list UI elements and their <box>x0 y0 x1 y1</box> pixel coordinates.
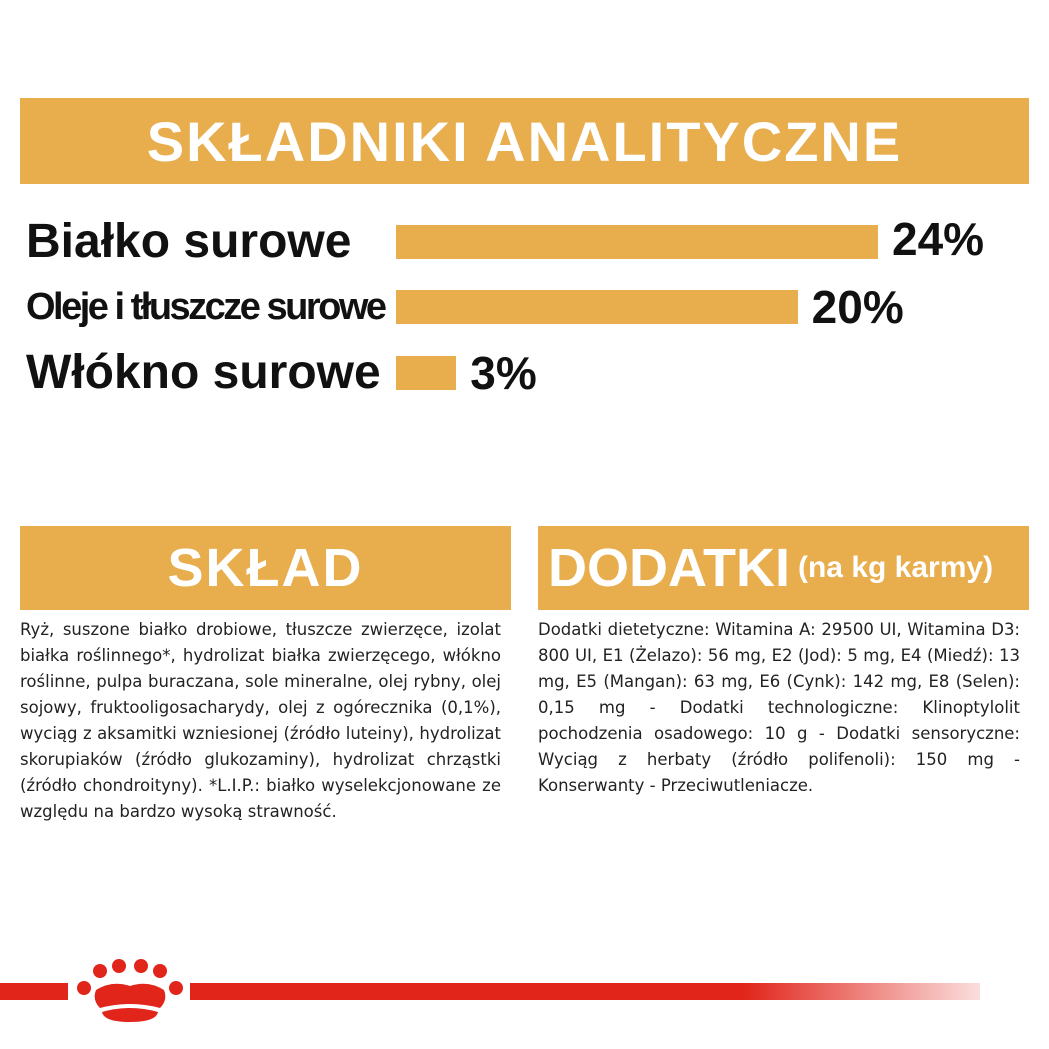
dodatki-banner <box>538 526 1029 610</box>
row-bar <box>396 356 456 390</box>
row-value: 3% <box>470 347 537 399</box>
crown-logo-icon <box>72 958 188 1028</box>
footer-line-left <box>0 983 68 1000</box>
sklad-text: Ryż, suszone białko drobiowe, tłuszcze zwierzęce, izolat białka roślinnego*, hydrolizat białka zwierzęcego, włókno roślinne, pulpa buraczana, sole mineralne, olej rybny, olej sojowy, fruktooligosacharydy, olej z ogórecznika (0,1%), wyciąg z aksamitki wzniesionej (źródło luteiny), hydrolizat skorupiaków (źródło glukozaminy), hydrolizat chrząstki (źródło chondroityny). *L.I.P.: białko wyselekcjonowane ze względu na bardzo wysoką strawność. <box>20 620 501 821</box>
dodatki-title: DODATKI <box>548 538 790 598</box>
dodatki-subtitle: (na kg karmy) <box>797 551 994 584</box>
row-bar <box>396 225 878 259</box>
row-bar <box>396 290 798 324</box>
row-label: Oleje i tłuszcze surowe <box>26 286 385 328</box>
dodatki-text: Dodatki dietetyczne: Witamina A: 29500 UI, Witamina D3: 800 UI, E1 (Żelazo): 56 mg, E2 (Jod): 5 mg, E4 (Miedź): 13 mg, E5 (Mangan): 63 mg, E6 (Cynk): 142 mg, E8 (Selen): 0,15 mg - Dodatki technologiczne: Klinoptylolit pochodzenia osadowego: 10 g - Dodatki sensoryczne: Wyciąg z herbaty (źródło polifenoli): 150 mg - Konserwanty - Przeciwutleniacze. <box>538 620 1020 795</box>
analytic-banner <box>20 98 1029 184</box>
row-label: Białko surowe <box>26 215 352 268</box>
footer-line-right <box>190 983 980 1000</box>
row-value: 20% <box>811 281 904 333</box>
analytic-title: SKŁADNIKI ANALITYCZNE <box>146 109 903 173</box>
row-value: 24% <box>892 213 985 265</box>
sklad-title: SKŁAD <box>167 538 364 598</box>
sklad-banner <box>20 526 511 610</box>
row-label: Włókno surowe <box>26 346 381 399</box>
